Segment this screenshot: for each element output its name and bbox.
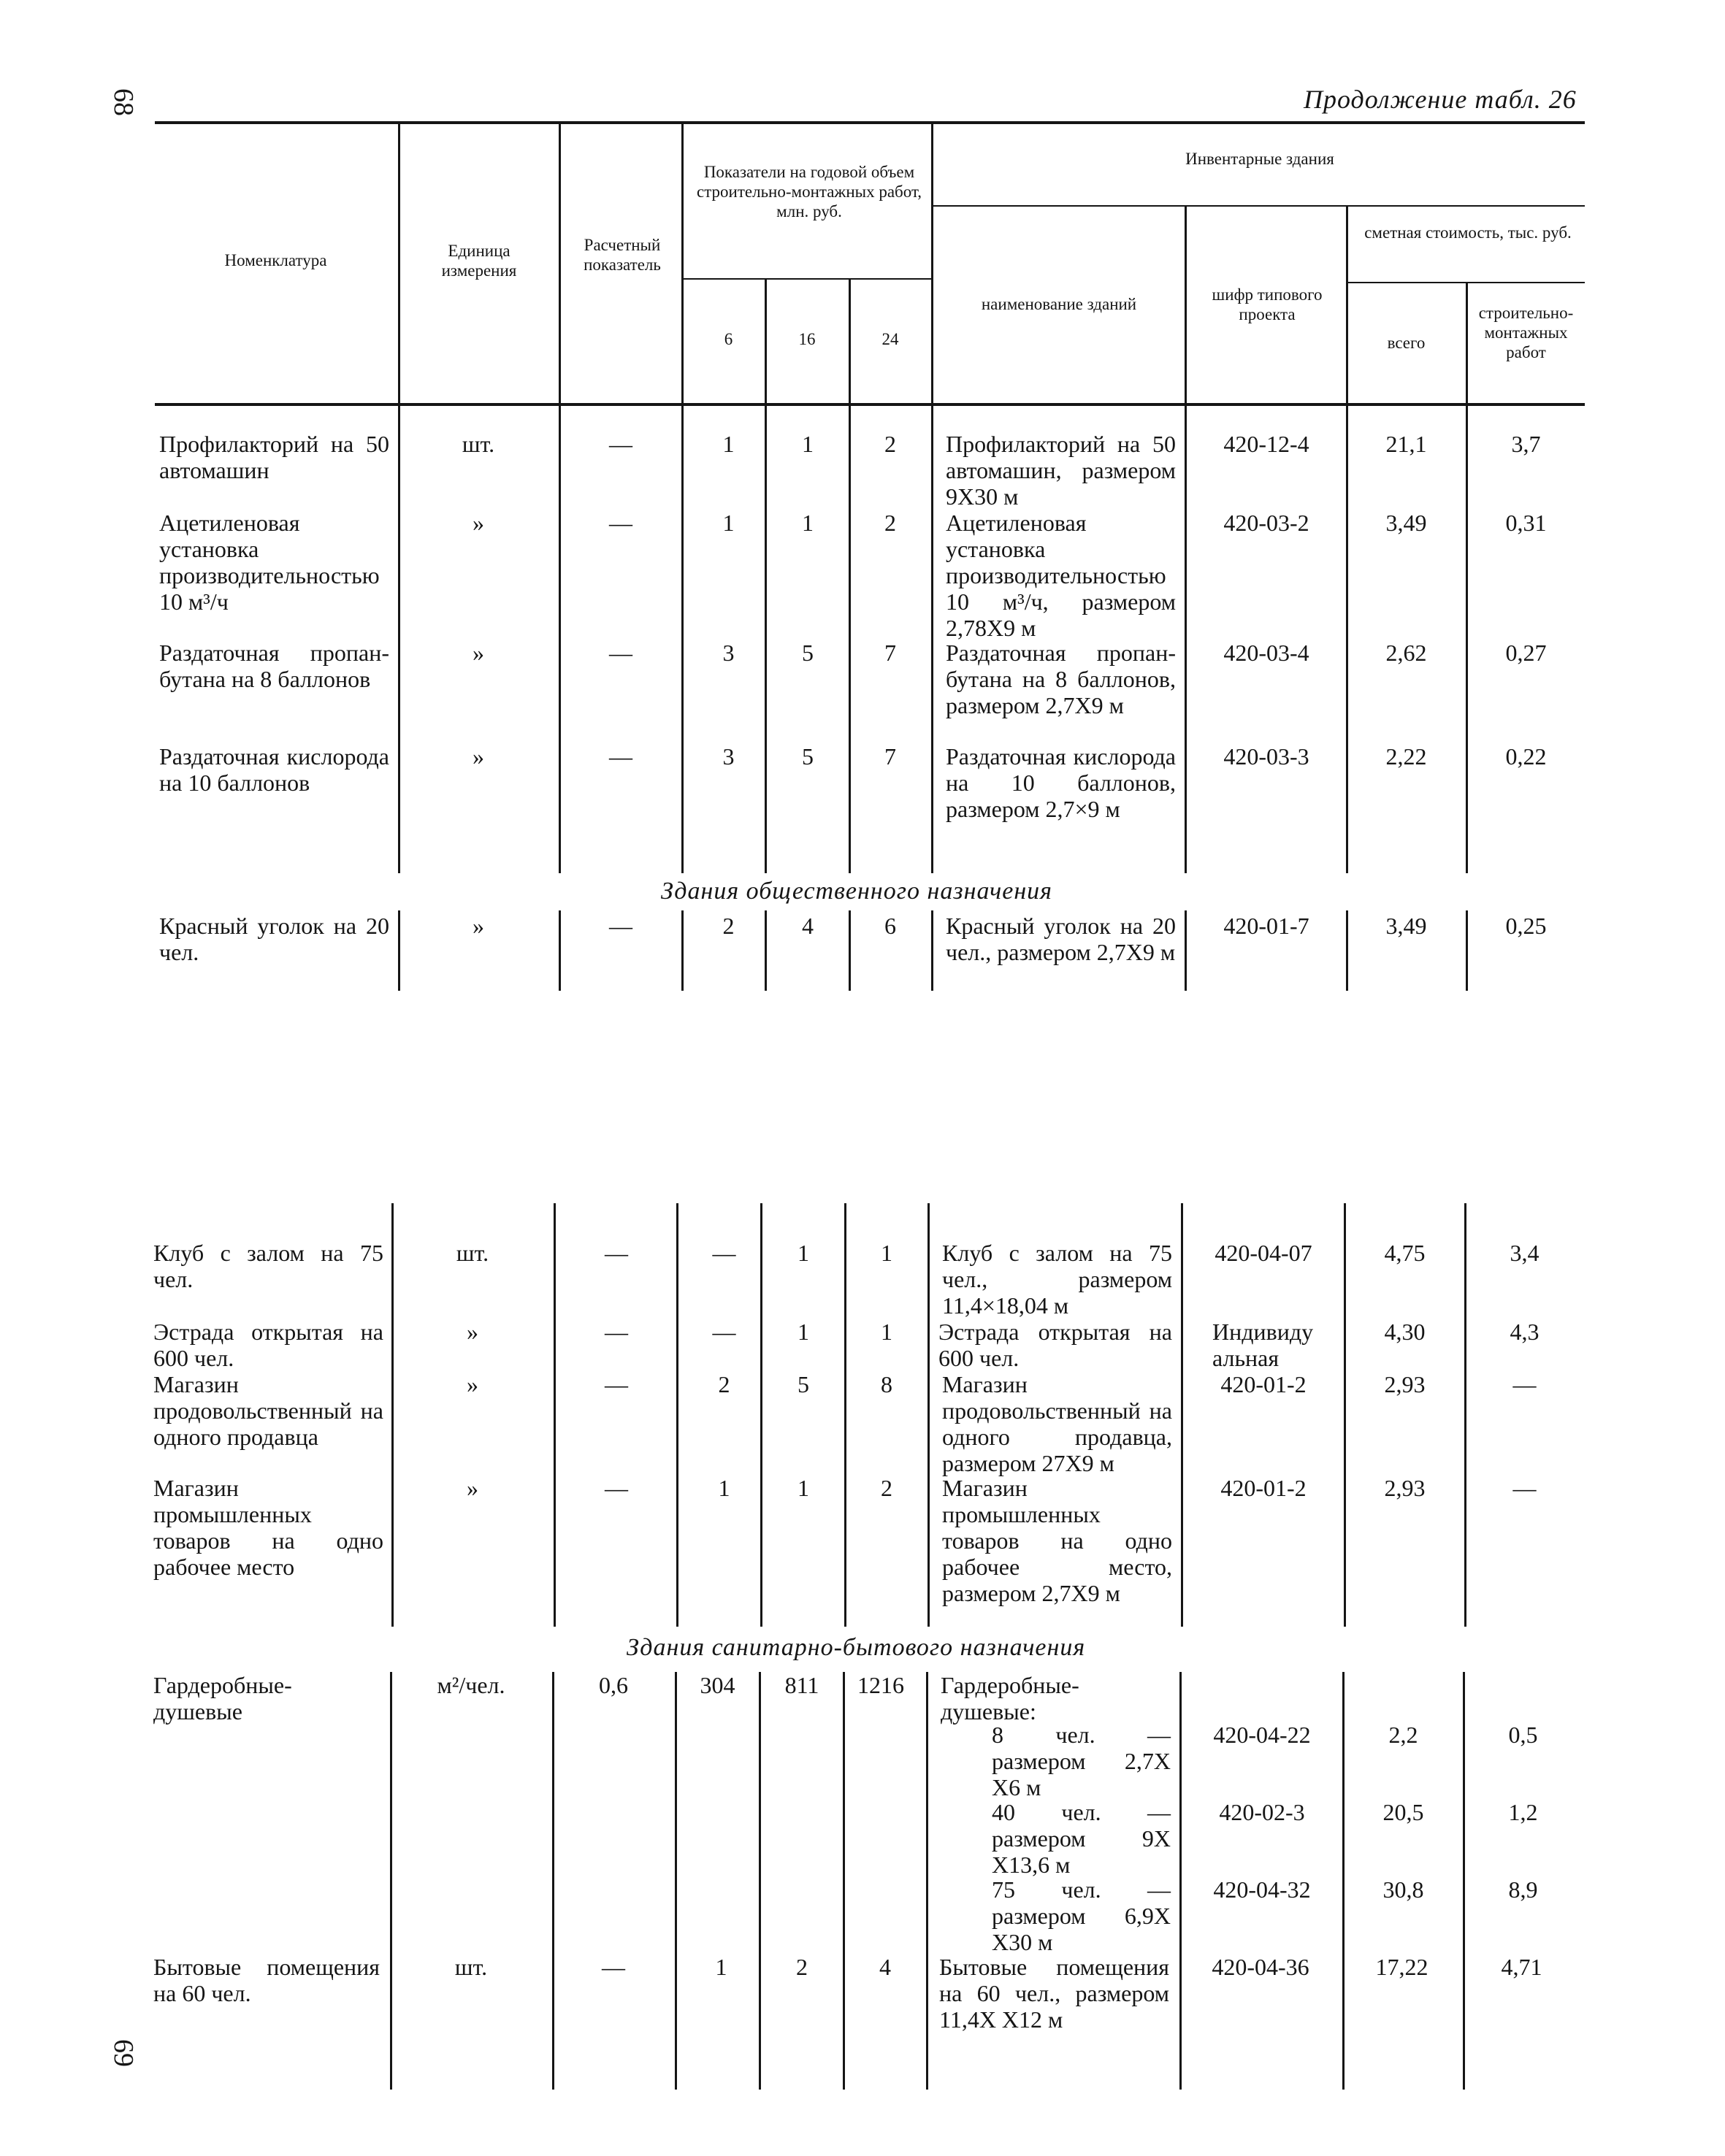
value-16-cell: 1 xyxy=(798,1240,809,1266)
total-cost-cell: 17,22 xyxy=(1375,1954,1428,1980)
project-code-cell: 420-03-2 xyxy=(1223,510,1309,536)
total-cost-cell: 20,5 xyxy=(1382,1799,1424,1825)
value-16-cell: 4 xyxy=(802,913,814,939)
project-code-cell: 420-01-2 xyxy=(1220,1475,1307,1501)
building-name-cell: Магазин продовольственный на одного продавца, размером 27Х9 м xyxy=(942,1371,1172,1476)
building-name-sub-cell: 8 чел. — размером 2,7Х Х6 м xyxy=(992,1722,1171,1800)
header-calc: Расчетный показатель xyxy=(584,236,661,274)
unit-cell: шт. xyxy=(454,1954,488,1980)
header-col-6: 6 xyxy=(724,330,733,348)
building-name-cell: Клуб с залом на 75 чел., размером 11,4×18,04 м xyxy=(942,1240,1172,1319)
page-number-bottom: 69 xyxy=(108,2039,139,2067)
column-rule xyxy=(927,1203,930,1627)
column-rule xyxy=(398,406,400,873)
total-cost-cell: 2,62 xyxy=(1385,640,1427,666)
project-code-cell: 420-03-3 xyxy=(1223,743,1309,770)
smr-cost-cell: 3,7 xyxy=(1511,431,1541,457)
total-cost-cell: 21,1 xyxy=(1385,431,1427,457)
smr-cost-cell: 3,4 xyxy=(1510,1240,1540,1266)
value-6-cell: 1 xyxy=(718,1475,730,1501)
column-rule xyxy=(554,1203,556,1627)
value-16-cell: 5 xyxy=(802,743,814,770)
nomenclature-cell: Профилакторий на 50 автомашин xyxy=(159,431,389,483)
column-rule xyxy=(398,910,400,991)
header-building-name: наименование зданий xyxy=(981,295,1137,313)
nomenclature-cell: Красный уголок на 20 чел. xyxy=(159,913,389,965)
smr-cost-cell: — xyxy=(1512,1475,1537,1501)
value-6-cell: 2 xyxy=(722,913,735,939)
column-rule xyxy=(760,1203,762,1627)
column-rule xyxy=(1185,406,1187,873)
project-code-cell: 420-01-7 xyxy=(1223,913,1309,939)
column-rule xyxy=(843,1672,845,2090)
unit-cell: » xyxy=(473,913,484,939)
smr-cost-cell: 4,71 xyxy=(1501,1954,1542,1980)
smr-cost-cell: 0,27 xyxy=(1505,640,1547,666)
project-code-cell: 420-04-22 xyxy=(1213,1722,1311,1748)
total-cost-cell: 2,93 xyxy=(1384,1371,1426,1397)
column-rule xyxy=(1181,1203,1183,1627)
header-divider xyxy=(398,124,400,403)
nomenclature-cell: Раздаточная кислорода на 10 баллонов xyxy=(159,743,389,796)
header-smr: строительно-монтажных работ xyxy=(1478,304,1574,361)
value-6-cell: 1 xyxy=(715,1954,727,1980)
value-6-cell: 3 xyxy=(722,743,735,770)
header-divider xyxy=(1346,207,1348,403)
value-6-cell: — xyxy=(712,1319,736,1345)
column-rule xyxy=(681,406,684,873)
column-rule xyxy=(552,1672,554,2090)
smr-cost-cell: 0,25 xyxy=(1505,913,1547,939)
header-divider xyxy=(681,124,684,403)
column-rule xyxy=(391,1203,394,1627)
header-col-24: 24 xyxy=(881,330,899,348)
smr-cost-cell: 0,22 xyxy=(1505,743,1547,770)
value-24-cell: 7 xyxy=(884,743,896,770)
calc-cell: — xyxy=(609,431,632,457)
value-24-cell: 1 xyxy=(881,1240,892,1266)
header-top-rule xyxy=(155,121,1585,124)
header-col-16: 16 xyxy=(798,330,816,348)
column-rule xyxy=(390,1672,392,2090)
column-rule xyxy=(1464,1203,1466,1627)
column-rule xyxy=(931,406,933,873)
value-6-cell: 304 xyxy=(700,1672,735,1698)
header-divider xyxy=(931,124,933,403)
header-inventory: Инвентарные здания xyxy=(1185,150,1334,168)
total-cost-cell: 30,8 xyxy=(1382,1876,1424,1903)
column-rule xyxy=(1346,910,1348,991)
building-name-cell: Магазин промышленных товаров на одно рабочее место, размером 2,7Х9 м xyxy=(942,1475,1172,1606)
value-16-cell: 1 xyxy=(802,510,814,536)
unit-cell: шт. xyxy=(462,431,495,457)
value-16-cell: 1 xyxy=(802,431,814,457)
nomenclature-cell: Магазин продовольственный на одного продавца xyxy=(153,1371,383,1450)
value-24-cell: 1 xyxy=(881,1319,892,1345)
building-name-cell: Красный уголок на 20 чел., размером 2,7Х9 м xyxy=(946,913,1176,965)
building-name-cell: Раздаточная пропан-бутана на 8 баллонов, размером 2,7Х9 м xyxy=(946,640,1176,718)
value-16-cell: 2 xyxy=(796,1954,808,1980)
value-24-cell: 2 xyxy=(881,1475,892,1501)
column-rule xyxy=(844,1203,846,1627)
smr-cost-cell: 1,2 xyxy=(1508,1799,1538,1825)
building-name-cell: Ацетиленовая установка производительностью 10 м³/ч, размером 2,78Х9 м xyxy=(946,510,1176,641)
smr-cost-cell: 8,9 xyxy=(1508,1876,1538,1903)
continuation-title: Продолжение табл. 26 xyxy=(1304,85,1577,114)
calc-cell: 0,6 xyxy=(599,1672,628,1698)
column-rule xyxy=(559,910,561,991)
column-rule xyxy=(1344,1203,1346,1627)
header-indicators: Показатели на годовой объем строительно-монтажных работ, млн. руб. xyxy=(696,163,922,220)
unit-cell: » xyxy=(467,1475,478,1501)
column-rule xyxy=(1342,1672,1345,2090)
header-cost: сметная стоимость, тыс. руб. xyxy=(1364,223,1572,242)
building-name-cell: Профилакторий на 50 автомашин, размером 9Х30 м xyxy=(946,431,1176,510)
section-heading-public: Здания общественного назначения xyxy=(661,878,1052,905)
value-6-cell: 3 xyxy=(722,640,735,666)
header-unit: Единица измерения xyxy=(441,242,517,280)
value-16-cell: 1 xyxy=(798,1475,809,1501)
header-project-code: шифр типового проекта xyxy=(1212,285,1323,323)
calc-cell: — xyxy=(605,1240,628,1266)
column-rule xyxy=(675,1672,677,2090)
header-rule-indicators xyxy=(683,278,933,280)
value-24-cell: 1216 xyxy=(857,1672,904,1698)
value-16-cell: 1 xyxy=(798,1319,809,1345)
header-divider xyxy=(559,124,561,403)
unit-cell: » xyxy=(473,640,484,666)
building-name-cell: Раздаточная кислорода на 10 баллонов, размером 2,7×9 м xyxy=(946,743,1176,822)
calc-cell: — xyxy=(605,1371,628,1397)
nomenclature-cell: Раздаточная пропан-бутана на 8 баллонов xyxy=(159,640,389,692)
value-24-cell: 7 xyxy=(884,640,896,666)
nomenclature-cell: Магазин промышленных товаров на одно рабочее место xyxy=(153,1475,383,1580)
column-rule xyxy=(1466,406,1468,873)
header-bottom-rule xyxy=(155,403,1585,406)
value-16-cell: 5 xyxy=(798,1371,809,1397)
project-code-cell: 420-04-32 xyxy=(1213,1876,1311,1903)
column-rule xyxy=(1466,910,1468,991)
project-code-cell: 420-04-36 xyxy=(1212,1954,1309,1980)
total-cost-cell: 2,93 xyxy=(1384,1475,1426,1501)
column-rule xyxy=(765,910,767,991)
total-cost-cell: 3,49 xyxy=(1385,510,1427,536)
value-6-cell: 2 xyxy=(718,1371,730,1397)
calc-cell: — xyxy=(609,640,632,666)
value-16-cell: 5 xyxy=(802,640,814,666)
value-24-cell: 2 xyxy=(884,510,896,536)
calc-cell: — xyxy=(609,743,632,770)
value-6-cell: 1 xyxy=(722,431,735,457)
header-total: всего xyxy=(1387,334,1426,352)
header-divider xyxy=(1466,283,1468,403)
calc-cell: — xyxy=(605,1475,628,1501)
total-cost-cell: 4,30 xyxy=(1384,1319,1426,1345)
unit-cell: » xyxy=(467,1371,478,1397)
unit-cell: шт. xyxy=(456,1240,489,1266)
value-24-cell: 8 xyxy=(881,1371,892,1397)
column-rule xyxy=(1463,1672,1465,2090)
smr-cost-cell: 0,5 xyxy=(1508,1722,1538,1748)
column-rule xyxy=(1185,910,1187,991)
building-name-cell: Гардеробные-душевые: xyxy=(941,1672,1079,1725)
project-code-cell: 420-04-07 xyxy=(1215,1240,1312,1266)
total-cost-cell: 3,49 xyxy=(1385,913,1427,939)
unit-cell: м²/чел. xyxy=(437,1672,505,1698)
project-code-cell: Индивидуальная xyxy=(1212,1319,1314,1371)
building-name-sub-cell: 40 чел. — размером 9Х Х13,6 м xyxy=(992,1799,1171,1878)
total-cost-cell: 2,2 xyxy=(1388,1722,1418,1748)
nomenclature-cell: Клуб с залом на 75 чел. xyxy=(153,1240,383,1292)
calc-cell: — xyxy=(605,1319,628,1345)
value-6-cell: 1 xyxy=(722,510,735,536)
column-rule xyxy=(759,1672,761,2090)
total-cost-cell: 4,75 xyxy=(1384,1240,1426,1266)
column-rule xyxy=(765,406,767,873)
header-nomenclature: Номенклатура xyxy=(224,251,327,269)
unit-cell: » xyxy=(473,743,484,770)
smr-cost-cell: — xyxy=(1512,1371,1537,1397)
column-rule xyxy=(1179,1672,1182,2090)
value-24-cell: 2 xyxy=(884,431,896,457)
column-rule xyxy=(1346,406,1348,873)
column-rule xyxy=(931,910,933,991)
header-rule-inventory xyxy=(933,205,1585,207)
unit-cell: » xyxy=(473,510,484,536)
building-name-cell: Бытовые помещения на 60 чел., размером 11,4Х Х12 м xyxy=(939,1954,1169,2033)
calc-cell: — xyxy=(609,510,632,536)
value-24-cell: 6 xyxy=(884,913,896,939)
page-number-top: 68 xyxy=(108,88,139,116)
unit-cell: » xyxy=(467,1319,478,1345)
project-code-cell: 420-02-3 xyxy=(1219,1799,1305,1825)
calc-cell: — xyxy=(602,1954,625,1980)
total-cost-cell: 2,22 xyxy=(1385,743,1427,770)
header-divider xyxy=(1185,207,1187,403)
smr-cost-cell: 0,31 xyxy=(1505,510,1547,536)
calc-cell: — xyxy=(609,913,632,939)
column-rule xyxy=(926,1672,928,2090)
smr-cost-cell: 4,3 xyxy=(1510,1319,1540,1345)
column-rule xyxy=(681,910,684,991)
nomenclature-cell: Бытовые помещения на 60 чел. xyxy=(153,1954,380,2006)
nomenclature-cell: Ацетиленовая установка производительностью 10 м³/ч xyxy=(159,510,380,615)
value-24-cell: 4 xyxy=(879,1954,891,1980)
project-code-cell: 420-03-4 xyxy=(1223,640,1309,666)
column-rule xyxy=(559,406,561,873)
column-rule xyxy=(676,1203,678,1627)
value-6-cell: — xyxy=(712,1240,736,1266)
project-code-cell: 420-12-4 xyxy=(1223,431,1309,457)
building-name-cell: Эстрада открытая на 600 чел. xyxy=(938,1319,1172,1371)
project-code-cell: 420-01-2 xyxy=(1220,1371,1307,1397)
value-16-cell: 811 xyxy=(784,1672,819,1698)
building-name-sub-cell: 75 чел. — размером 6,9Х Х30 м xyxy=(992,1876,1171,1955)
nomenclature-cell: Эстрада открытая на 600 чел. xyxy=(153,1319,383,1371)
nomenclature-cell: Гардеробные-душевые xyxy=(153,1672,292,1725)
section-heading-sanitary: Здания санитарно-бытового назначения xyxy=(627,1634,1086,1661)
